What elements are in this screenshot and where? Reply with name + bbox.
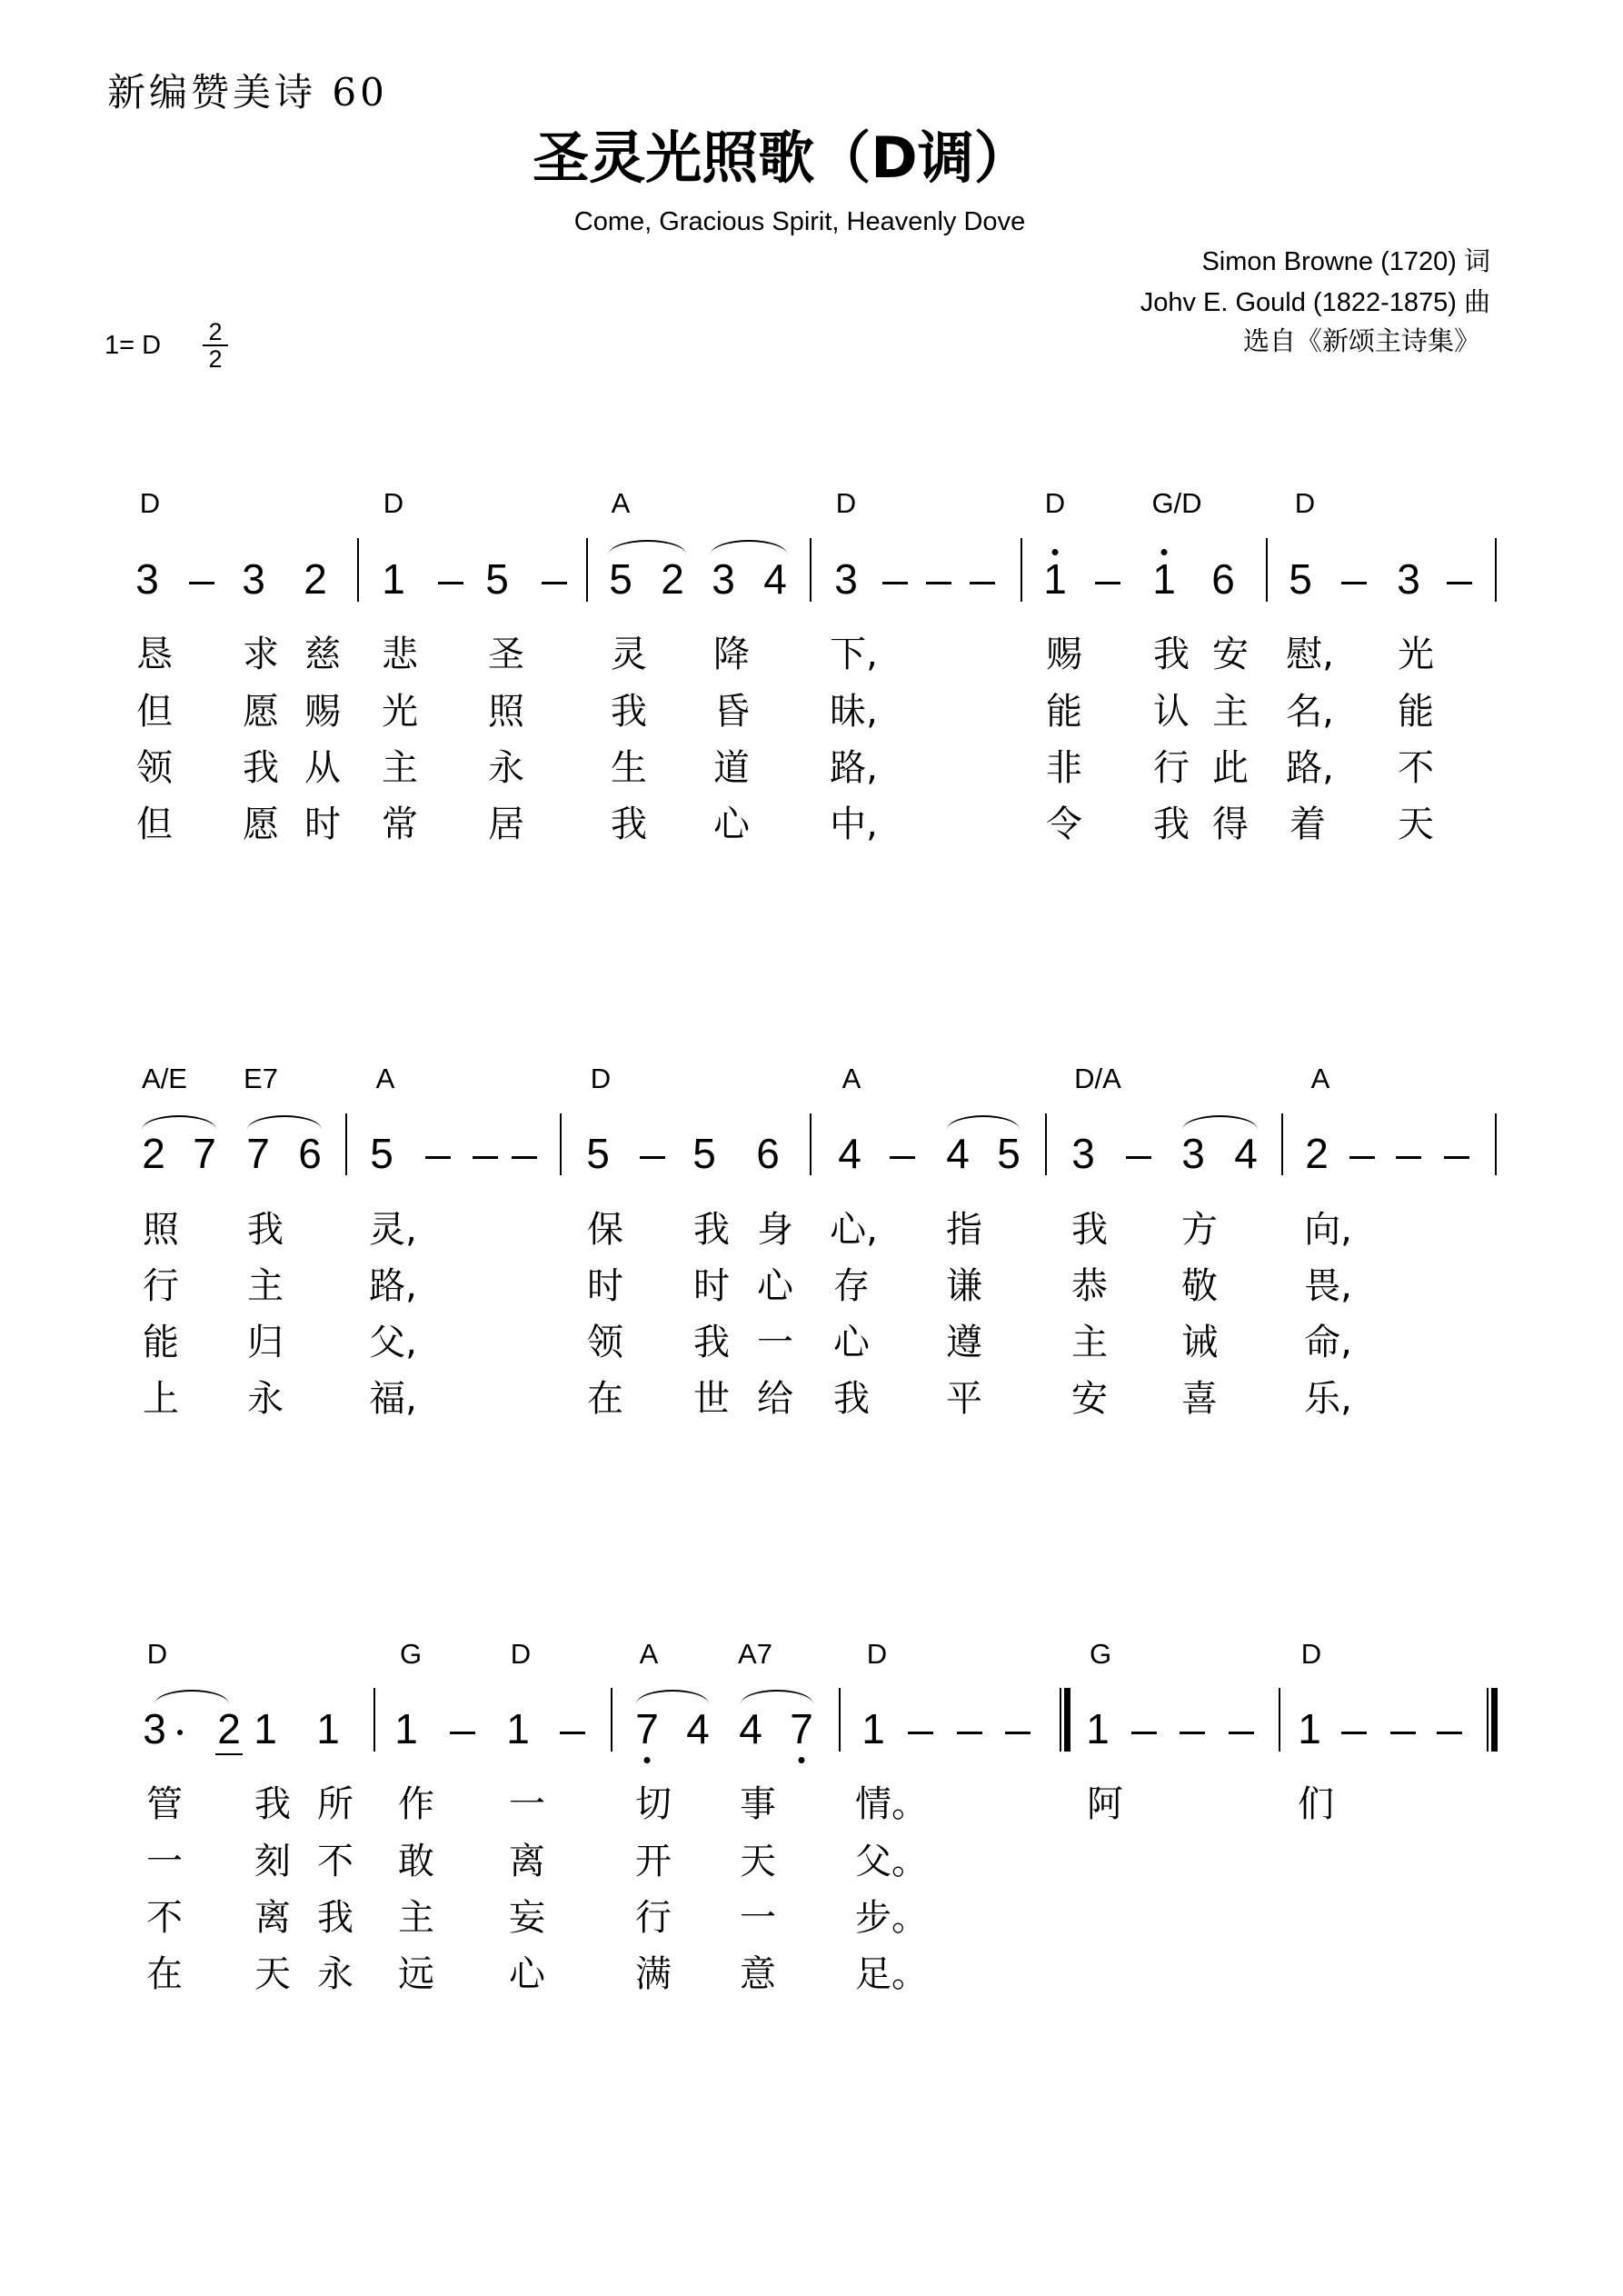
lyric-syllable: 上 bbox=[143, 1378, 179, 1420]
lyric-syllable: 方 bbox=[1181, 1209, 1218, 1251]
lyric-syllable: 道 bbox=[713, 747, 750, 789]
lyric-syllable: 我 bbox=[317, 1897, 353, 1939]
lyric-syllable: 我 bbox=[833, 1378, 870, 1420]
lyric-syllable: 满 bbox=[635, 1953, 672, 1995]
lyric-syllable: 领 bbox=[587, 1322, 623, 1363]
chord-symbol: G/D bbox=[1151, 487, 1202, 519]
dash-duration-mark bbox=[1131, 1732, 1157, 1734]
note: 1 bbox=[1086, 1705, 1110, 1752]
chord-symbol: D bbox=[835, 487, 857, 519]
lyric-syllable: 令 bbox=[1046, 804, 1082, 845]
lyric-syllable: 保 bbox=[587, 1209, 623, 1251]
lyric-syllable: 安 bbox=[1212, 634, 1249, 675]
slur-mark bbox=[636, 1690, 709, 1704]
note: 1 bbox=[382, 555, 405, 603]
lyric-syllable: 居 bbox=[488, 804, 524, 845]
chord-symbol: A bbox=[375, 1063, 395, 1094]
page-title: 圣灵光照歌（D调） bbox=[533, 125, 1031, 191]
lyric-syllable: 作 bbox=[398, 1783, 434, 1825]
lyric-syllable: 情。 bbox=[855, 1783, 928, 1825]
slur-mark bbox=[609, 540, 686, 554]
note: 1 bbox=[1152, 555, 1176, 603]
note: 6 bbox=[298, 1130, 322, 1177]
note: 4 bbox=[686, 1705, 710, 1752]
chord-symbol: A7 bbox=[738, 1638, 772, 1670]
lyric-syllable: 刻 bbox=[254, 1841, 291, 1882]
time-signature bbox=[202, 320, 229, 371]
lyric-syllable: 父。 bbox=[855, 1841, 928, 1882]
lyric-syllable: 主 bbox=[1071, 1322, 1108, 1363]
note: 1 bbox=[1043, 555, 1067, 603]
lyric-syllable: 安 bbox=[1071, 1378, 1108, 1420]
lyric-syllable: 主 bbox=[1212, 691, 1249, 733]
lyric-syllable: 归 bbox=[247, 1322, 284, 1363]
lyric-syllable: 世 bbox=[693, 1378, 730, 1420]
dash-duration-mark bbox=[542, 582, 567, 584]
barline bbox=[810, 538, 812, 602]
note: 2 bbox=[304, 555, 327, 603]
lyric-syllable: 在 bbox=[146, 1953, 183, 1995]
lyric-syllable: 我 bbox=[247, 1209, 284, 1251]
lyric-syllable: 慈 bbox=[304, 634, 341, 675]
note: 5 bbox=[1289, 555, 1312, 603]
note: 4 bbox=[838, 1130, 861, 1177]
barline bbox=[373, 1688, 375, 1752]
lyric-syllable: 行 bbox=[1153, 747, 1190, 789]
lyric-syllable: 灵 bbox=[611, 634, 647, 675]
chord-symbol: E7 bbox=[244, 1063, 278, 1094]
barline bbox=[1281, 1113, 1283, 1175]
lyric-syllable: 切 bbox=[635, 1783, 672, 1825]
lyric-syllable: 永 bbox=[488, 747, 524, 789]
barline bbox=[345, 1113, 347, 1175]
lyric-syllable: 照 bbox=[143, 1209, 179, 1251]
note: 1 bbox=[394, 1705, 418, 1752]
chord-symbol: A bbox=[841, 1063, 861, 1094]
barline bbox=[560, 1113, 562, 1175]
note: 6 bbox=[756, 1130, 780, 1177]
chord-symbol: D bbox=[866, 1638, 888, 1670]
lyric-syllable: 光 bbox=[382, 691, 418, 733]
lyric-syllable: 时 bbox=[587, 1265, 623, 1307]
lyric-syllable: 赐 bbox=[304, 691, 341, 733]
chord-symbol: D bbox=[590, 1063, 612, 1094]
dash-duration-mark bbox=[1180, 1732, 1205, 1734]
lyric-syllable: 阿 bbox=[1087, 1783, 1123, 1825]
barline bbox=[357, 538, 359, 602]
note: 5 bbox=[485, 555, 509, 603]
note: 4 bbox=[739, 1705, 762, 1752]
lyric-syllable: 主 bbox=[247, 1265, 284, 1307]
barline bbox=[1021, 538, 1022, 602]
lyricist-credit: Simon Browne (1720) 词 bbox=[1201, 247, 1490, 276]
dash-duration-mark bbox=[512, 1156, 537, 1159]
chord-symbol: A/E bbox=[142, 1063, 187, 1094]
lyric-syllable: 领 bbox=[136, 747, 173, 789]
slur-mark bbox=[711, 540, 787, 554]
lyric-syllable: 心 bbox=[509, 1953, 545, 1995]
dash-duration-mark bbox=[908, 1732, 933, 1734]
lyric-syllable: 妄 bbox=[509, 1897, 545, 1939]
note: 2 bbox=[217, 1705, 241, 1752]
note: 7 bbox=[790, 1705, 813, 1752]
lyric-syllable: 名, bbox=[1286, 691, 1334, 733]
lyric-syllable: 但 bbox=[136, 804, 173, 845]
note: 2 bbox=[142, 1130, 165, 1177]
note: 3 bbox=[135, 555, 159, 603]
note: 1 bbox=[1298, 1705, 1321, 1752]
lyric-syllable: 敢 bbox=[398, 1841, 434, 1882]
lyric-syllable: 敬 bbox=[1181, 1265, 1218, 1307]
chord-symbol: D bbox=[1044, 487, 1066, 519]
note: 5 bbox=[609, 555, 632, 603]
lyric-syllable: 我 bbox=[1153, 634, 1190, 675]
chord-symbol: D bbox=[146, 1638, 168, 1670]
lyric-syllable: 天 bbox=[1398, 804, 1434, 845]
lyric-syllable: 永 bbox=[317, 1953, 353, 1995]
note: 4 bbox=[763, 555, 787, 603]
dash-duration-mark bbox=[425, 1156, 451, 1159]
lyric-syllable: 时 bbox=[304, 804, 341, 845]
lyric-syllable: 我 bbox=[243, 747, 279, 789]
lyric-syllable: 常 bbox=[382, 804, 418, 845]
note: 5 bbox=[997, 1130, 1021, 1177]
lyric-syllable: 我 bbox=[1071, 1209, 1108, 1251]
note: 7 bbox=[246, 1130, 270, 1177]
barline-thick bbox=[1491, 1688, 1498, 1752]
slur-mark bbox=[247, 1115, 322, 1130]
barline bbox=[1266, 538, 1268, 602]
chord-symbol: D bbox=[510, 1638, 532, 1670]
slur-mark bbox=[1182, 1115, 1258, 1130]
chord-symbol: A bbox=[639, 1638, 659, 1670]
chord-symbol: D bbox=[1294, 487, 1316, 519]
slur-mark bbox=[142, 1115, 216, 1130]
augmentation-dot bbox=[177, 1730, 183, 1735]
lyric-syllable: 一 bbox=[757, 1322, 793, 1363]
lyric-syllable: 生 bbox=[611, 747, 647, 789]
lyric-syllable: 一 bbox=[509, 1783, 545, 1825]
lyric-syllable: 悲 bbox=[382, 634, 418, 675]
note: 3 bbox=[1181, 1130, 1205, 1177]
lyric-syllable: 路, bbox=[830, 747, 878, 789]
dash-duration-mark bbox=[473, 1156, 498, 1159]
note: 1 bbox=[316, 1705, 340, 1752]
lyric-syllable: 能 bbox=[143, 1322, 179, 1363]
chord-symbol: D bbox=[139, 487, 161, 519]
lyric-syllable: 恳 bbox=[136, 634, 173, 675]
dash-duration-mark bbox=[1095, 582, 1120, 584]
dash-duration-mark bbox=[1444, 1156, 1469, 1159]
lyric-syllable: 主 bbox=[398, 1897, 434, 1939]
lyric-syllable: 向, bbox=[1304, 1209, 1352, 1251]
barline bbox=[611, 1688, 612, 1752]
lyric-syllable: 谦 bbox=[946, 1265, 982, 1307]
lyric-syllable: 从 bbox=[304, 747, 341, 789]
dash-duration-mark bbox=[970, 582, 995, 584]
lyric-syllable: 此 bbox=[1212, 747, 1249, 789]
lyric-syllable: 心 bbox=[833, 1322, 870, 1363]
octave-up-dot bbox=[1161, 549, 1168, 555]
dash-duration-mark bbox=[640, 1156, 665, 1159]
note: 5 bbox=[692, 1130, 716, 1177]
lyric-syllable: 我 bbox=[254, 1783, 291, 1825]
barline bbox=[810, 1113, 812, 1175]
dash-duration-mark bbox=[189, 582, 214, 584]
octave-down-dot bbox=[799, 1757, 805, 1763]
lyric-syllable: 慰, bbox=[1286, 634, 1334, 675]
lyric-syllable: 身 bbox=[757, 1209, 793, 1251]
octave-down-dot bbox=[644, 1757, 651, 1763]
barline-thin bbox=[1060, 1688, 1061, 1752]
lyric-syllable: 所 bbox=[317, 1783, 353, 1825]
dash-duration-mark bbox=[1349, 1156, 1375, 1159]
dash-duration-mark bbox=[1447, 582, 1472, 584]
lyric-syllable: 我 bbox=[1153, 804, 1190, 845]
lyric-syllable: 赐 bbox=[1046, 634, 1082, 675]
barline bbox=[586, 538, 588, 602]
note: 7 bbox=[193, 1130, 216, 1177]
lyric-syllable: 着 bbox=[1289, 804, 1326, 845]
source-credit: 选自《新颂主诗集》 bbox=[1242, 327, 1480, 356]
lyric-syllable: 昧, bbox=[830, 691, 878, 733]
lyric-syllable: 步。 bbox=[855, 1897, 928, 1939]
lyric-syllable: 但 bbox=[136, 691, 173, 733]
lyric-syllable: 离 bbox=[509, 1841, 545, 1882]
lyric-syllable: 天 bbox=[740, 1841, 776, 1882]
lyric-syllable: 行 bbox=[635, 1897, 672, 1939]
lyric-syllable: 管 bbox=[146, 1783, 183, 1825]
note: 4 bbox=[946, 1130, 970, 1177]
dash-duration-mark bbox=[450, 1732, 475, 1734]
lyric-syllable: 我 bbox=[611, 804, 647, 845]
lyric-syllable: 不 bbox=[146, 1897, 183, 1939]
lyric-syllable: 父, bbox=[369, 1322, 417, 1363]
lyric-syllable: 指 bbox=[946, 1209, 982, 1251]
lyric-syllable: 路, bbox=[369, 1265, 417, 1307]
dash-duration-mark bbox=[957, 1732, 982, 1734]
lyric-syllable: 路, bbox=[1286, 747, 1334, 789]
barline-thick bbox=[1064, 1688, 1070, 1752]
dash-duration-mark bbox=[560, 1732, 585, 1734]
lyric-syllable: 行 bbox=[143, 1265, 179, 1307]
lyric-syllable: 心 bbox=[713, 804, 750, 845]
chord-symbol: G bbox=[1089, 1638, 1112, 1670]
lyric-syllable: 福, bbox=[369, 1378, 417, 1420]
chord-symbol: G bbox=[399, 1638, 423, 1670]
lyric-syllable: 一 bbox=[146, 1841, 183, 1882]
lyric-syllable: 在 bbox=[587, 1378, 623, 1420]
note: 4 bbox=[1234, 1130, 1258, 1177]
dash-duration-mark bbox=[1341, 582, 1367, 584]
dash-duration-mark bbox=[1341, 1732, 1367, 1734]
lyric-syllable: 心, bbox=[830, 1209, 878, 1251]
eighth-note-underline bbox=[215, 1753, 243, 1755]
note: 2 bbox=[1305, 1130, 1329, 1177]
octave-up-dot bbox=[1052, 549, 1059, 555]
lyric-syllable: 存 bbox=[833, 1265, 870, 1307]
lyric-syllable: 不 bbox=[1398, 747, 1434, 789]
lyric-syllable: 能 bbox=[1398, 691, 1434, 733]
lyric-syllable: 我 bbox=[611, 691, 647, 733]
lyric-syllable: 圣 bbox=[488, 634, 524, 675]
dash-duration-mark bbox=[890, 1156, 915, 1159]
note: 1 bbox=[506, 1705, 530, 1752]
lyric-syllable: 昏 bbox=[713, 691, 750, 733]
lyric-syllable: 永 bbox=[247, 1378, 284, 1420]
lyric-syllable: 畏, bbox=[1304, 1265, 1352, 1307]
lyric-syllable: 一 bbox=[740, 1897, 776, 1939]
lyric-syllable: 降 bbox=[713, 634, 750, 675]
barline bbox=[1279, 1688, 1280, 1752]
lyric-syllable: 照 bbox=[488, 691, 524, 733]
lyric-syllable: 中, bbox=[830, 804, 878, 845]
dash-duration-mark bbox=[1126, 1156, 1151, 1159]
barline-thin bbox=[1487, 1688, 1489, 1752]
lyric-syllable: 我 bbox=[693, 1322, 730, 1363]
key-signature: 1= D bbox=[105, 331, 162, 360]
lyric-syllable: 离 bbox=[254, 1897, 291, 1939]
note: 7 bbox=[635, 1705, 659, 1752]
lyric-syllable: 恭 bbox=[1071, 1265, 1108, 1307]
lyric-syllable: 命, bbox=[1304, 1322, 1352, 1363]
barline bbox=[1495, 538, 1497, 602]
lyric-syllable: 足。 bbox=[855, 1953, 928, 1995]
lyric-syllable: 平 bbox=[946, 1378, 982, 1420]
time-signature-bottom: 2 bbox=[208, 345, 223, 373]
lyric-syllable: 能 bbox=[1046, 691, 1082, 733]
lyric-syllable: 主 bbox=[382, 747, 418, 789]
chord-symbol: D/A bbox=[1074, 1063, 1121, 1094]
lyric-syllable: 喜 bbox=[1181, 1378, 1218, 1420]
note: 3 bbox=[1071, 1130, 1095, 1177]
lyric-syllable: 遵 bbox=[946, 1322, 982, 1363]
note: 3 bbox=[834, 555, 858, 603]
slur-mark bbox=[154, 1690, 229, 1704]
lyric-syllable: 非 bbox=[1046, 747, 1082, 789]
barline bbox=[1495, 1113, 1497, 1175]
lyric-syllable: 诫 bbox=[1181, 1322, 1218, 1363]
dash-duration-mark bbox=[1390, 1732, 1416, 1734]
composer-credit: Johv E. Gould (1822-1875) 曲 bbox=[1140, 288, 1490, 317]
lyric-syllable: 求 bbox=[243, 634, 279, 675]
dash-duration-mark bbox=[882, 582, 908, 584]
note: 3 bbox=[1397, 555, 1420, 603]
note: 1 bbox=[254, 1705, 277, 1752]
slur-mark bbox=[947, 1115, 1020, 1130]
lyric-syllable: 下, bbox=[830, 634, 878, 675]
note: 5 bbox=[586, 1130, 610, 1177]
note: 2 bbox=[661, 555, 684, 603]
time-signature-top: 2 bbox=[208, 318, 223, 345]
note: 3 bbox=[242, 555, 265, 603]
lyric-syllable: 不 bbox=[317, 1841, 353, 1882]
lyric-syllable: 事 bbox=[740, 1783, 776, 1825]
lyric-syllable: 给 bbox=[757, 1378, 793, 1420]
dash-duration-mark bbox=[438, 582, 463, 584]
chord-symbol: A bbox=[1310, 1063, 1330, 1094]
chord-symbol: D bbox=[1300, 1638, 1322, 1670]
note: 5 bbox=[370, 1130, 393, 1177]
lyric-syllable: 认 bbox=[1153, 691, 1190, 733]
note: 6 bbox=[1211, 555, 1235, 603]
lyric-syllable: 开 bbox=[635, 1841, 672, 1882]
lyric-syllable: 意 bbox=[740, 1953, 776, 1995]
lyric-syllable: 灵, bbox=[369, 1209, 417, 1251]
english-subtitle: Come, Gracious Spirit, Heavenly Dove bbox=[573, 207, 1026, 236]
lyric-syllable: 们 bbox=[1298, 1783, 1334, 1825]
chord-symbol: D bbox=[383, 487, 404, 519]
barline bbox=[1045, 1113, 1047, 1175]
lyric-syllable: 我 bbox=[693, 1209, 730, 1251]
lyric-syllable: 愿 bbox=[243, 804, 279, 845]
note: 3 bbox=[143, 1705, 166, 1752]
dash-duration-mark bbox=[1396, 1156, 1421, 1159]
note: 3 bbox=[712, 555, 735, 603]
lyric-syllable: 得 bbox=[1212, 804, 1249, 845]
lyric-syllable: 时 bbox=[693, 1265, 730, 1307]
chord-symbol: A bbox=[611, 487, 631, 519]
dash-duration-mark bbox=[1005, 1732, 1031, 1734]
lyric-syllable: 远 bbox=[398, 1953, 434, 1995]
barline bbox=[839, 1688, 841, 1752]
lyric-syllable: 愿 bbox=[243, 691, 279, 733]
note: 1 bbox=[861, 1705, 885, 1752]
lyric-syllable: 光 bbox=[1398, 634, 1434, 675]
lyric-syllable: 天 bbox=[254, 1953, 291, 1995]
dash-duration-mark bbox=[1437, 1732, 1462, 1734]
lyric-syllable: 心 bbox=[757, 1265, 793, 1307]
dash-duration-mark bbox=[926, 582, 951, 584]
lyric-syllable: 乐, bbox=[1304, 1378, 1352, 1420]
slur-mark bbox=[741, 1690, 813, 1704]
dash-duration-mark bbox=[1229, 1732, 1254, 1734]
hymnal-number-label: 新编赞美诗 60 bbox=[107, 70, 388, 115]
